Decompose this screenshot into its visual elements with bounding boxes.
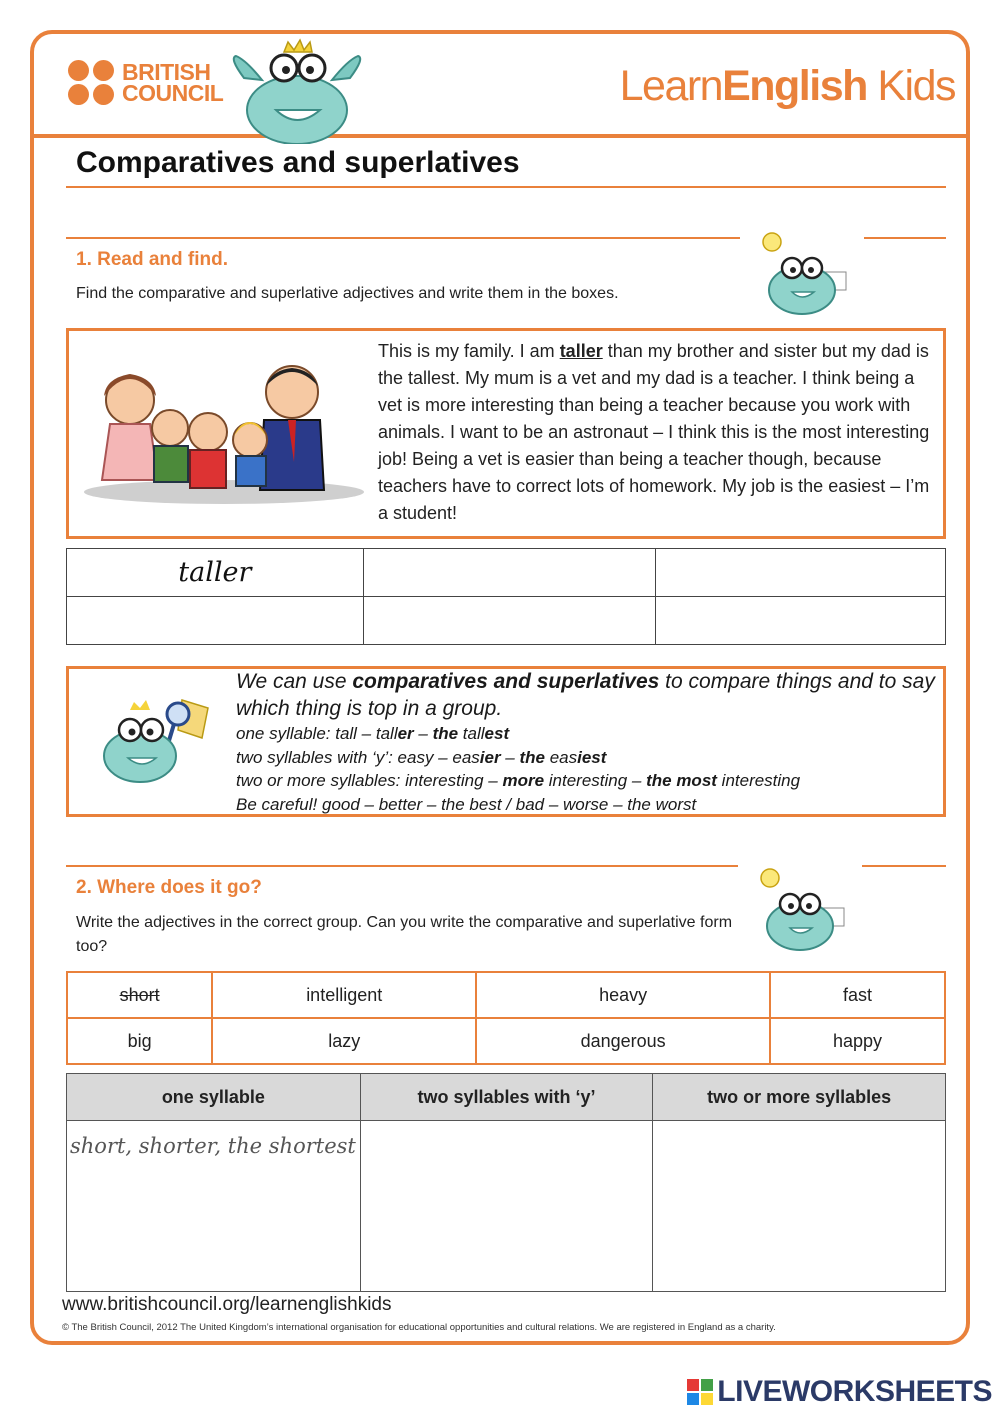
- section1-heading: 1. Read and find.: [76, 249, 229, 270]
- syllable-groups-table: [66, 1073, 946, 1292]
- rule-line-irregular: Be careful! good – better – the best / bad – worse – the worst: [236, 794, 697, 814]
- liveworksheets-icon: [687, 1379, 713, 1405]
- footer-copyright: © The British Council, 2012 The United Kingdom’s international organisation for educational opportunities and cultural relations. We are registered in England as a charity.: [62, 1322, 776, 1333]
- title-underline: [66, 186, 946, 188]
- group-header: two syllables with ‘y’: [360, 1074, 653, 1121]
- word-cell[interactable]: [67, 972, 212, 1018]
- footer-url: www.britishcouncil.org/learnenglishkids: [62, 1294, 392, 1315]
- rule-line-one-syllable: one syllable: tall – taller – the tallest: [236, 724, 510, 743]
- answer-table: [66, 548, 946, 645]
- british-council-dots-icon: [68, 60, 115, 105]
- monster-lightbulb-icon: [750, 860, 850, 955]
- monster-mascot-icon: [224, 38, 370, 144]
- word-cell[interactable]: heavy: [476, 972, 770, 1018]
- family-illustration-icon: [74, 352, 370, 508]
- handwritten-answer: taller: [178, 557, 252, 588]
- answer-cell[interactable]: [67, 597, 364, 645]
- answer-cell[interactable]: [656, 597, 946, 645]
- liveworksheets-logo: [687, 1375, 992, 1409]
- table-row: [67, 1121, 946, 1292]
- british-council-logo: [68, 60, 223, 105]
- section1-divider-right: [864, 237, 946, 239]
- table-row: [67, 549, 946, 597]
- liveworksheets-watermark: LIVEWORKSHEETS: [717, 1375, 992, 1408]
- table-row: [67, 1018, 945, 1064]
- rule-line-more-syllables: two or more syllables: interesting – more interesting – the most interesting: [236, 771, 801, 790]
- word-cell[interactable]: fast: [770, 972, 945, 1018]
- monster-lightbulb-icon: [752, 224, 852, 319]
- section2-instruction: Write the adjectives in the correct group. Can you write the comparative and superlative form too?: [76, 914, 733, 955]
- section1-instruction: Find the comparative and superlative adjectives and write them in the boxes.: [76, 285, 619, 302]
- word-bank-table: [66, 971, 946, 1065]
- group-answer-cell[interactable]: [653, 1121, 946, 1292]
- struck-word: short: [119, 984, 160, 1005]
- header-divider: [34, 134, 966, 138]
- section2-heading: 2. Where does it go?: [76, 877, 262, 898]
- group-answer-cell[interactable]: [360, 1121, 653, 1292]
- word-cell[interactable]: lazy: [212, 1018, 476, 1064]
- word-cell[interactable]: happy: [770, 1018, 945, 1064]
- rule-line-two-syllables: two syllables with ‘y’: easy – easier – the easiest: [236, 747, 607, 767]
- highlighted-word: taller: [559, 341, 603, 361]
- handwritten-answer: short, shorter, the shortest: [70, 1134, 356, 1158]
- answer-cell[interactable]: [363, 597, 656, 645]
- group-header: two or more syllables: [653, 1074, 946, 1121]
- grammar-rule-text: [236, 668, 936, 816]
- group-header: one syllable: [67, 1074, 361, 1121]
- answer-cell[interactable]: [363, 549, 656, 597]
- table-header-row: [67, 1074, 946, 1121]
- table-row: [67, 597, 946, 645]
- rule-intro: We can use comparatives and superlatives to compare things and to say which thing is top in a group.: [236, 670, 935, 720]
- word-cell[interactable]: dangerous: [476, 1018, 770, 1064]
- table-row: [67, 972, 945, 1018]
- section2-divider: [66, 865, 738, 867]
- brand-line-1: BRITISH: [122, 58, 211, 85]
- brand-line-2: COUNCIL: [122, 79, 224, 106]
- reading-passage: This is my family. I am taller than my brother and sister but my dad is the tallest. My mum is a vet and my dad is a teacher. I think being a vet is more interesting than being a teacher because you work with animals. I want to be an astronaut – I think this is the most interesting job! Being a vet is easier than being a teacher though, because teachers have to correct lots of homework. My job is the easiest – I’m a student!: [378, 341, 930, 523]
- answer-cell[interactable]: [67, 549, 364, 597]
- page-title: Comparatives and superlatives: [76, 146, 520, 179]
- word-cell[interactable]: intelligent: [212, 972, 476, 1018]
- section1-divider: [66, 237, 740, 239]
- group-answer-cell[interactable]: [67, 1121, 361, 1292]
- word-cell[interactable]: big: [67, 1018, 212, 1064]
- learnenglish-kids-logo: LearnEnglish Kids: [619, 62, 955, 110]
- monster-magnifier-icon: [98, 694, 218, 786]
- answer-cell[interactable]: [656, 549, 946, 597]
- section2-divider-right: [862, 865, 946, 867]
